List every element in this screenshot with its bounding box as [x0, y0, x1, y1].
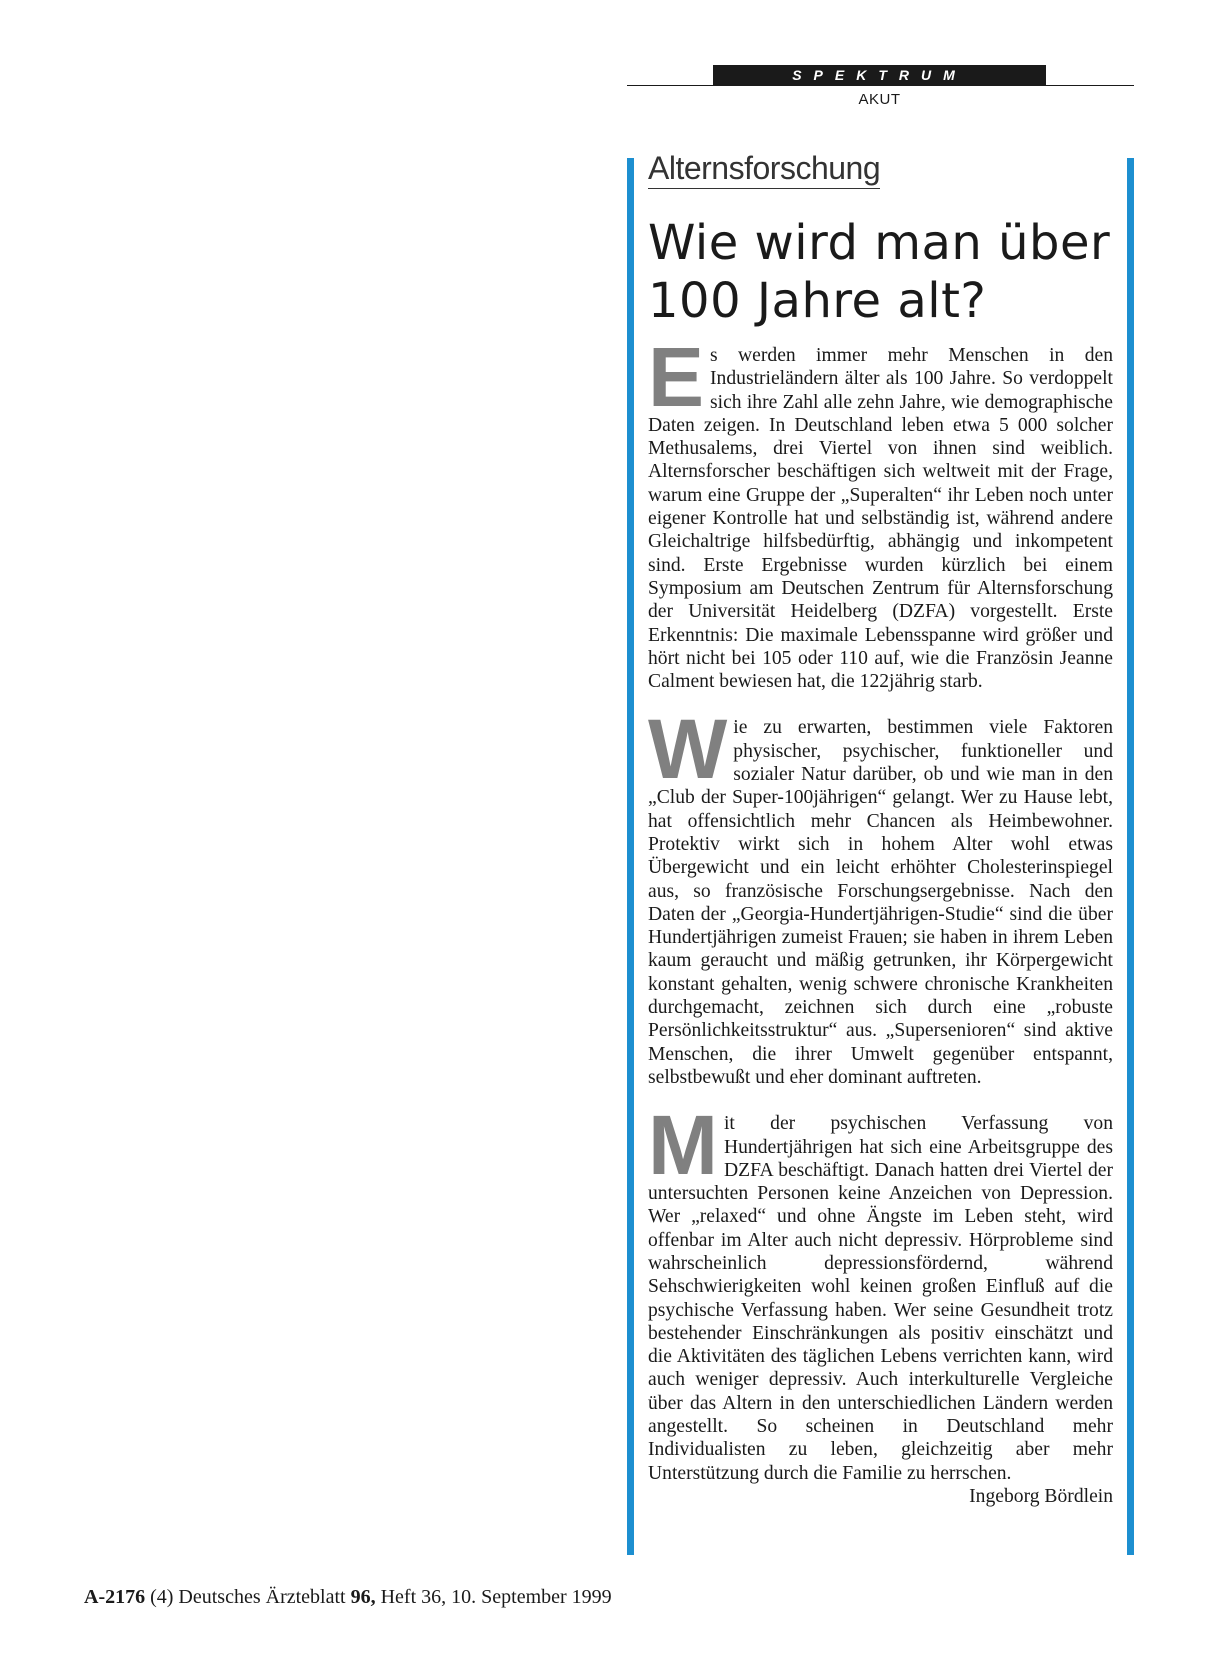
left-accent-bar [627, 158, 634, 1555]
article-headline: Wie wird man über 100 Jahre alt? [648, 215, 1111, 329]
issue-date: Heft 36, 10. September 1999 [380, 1586, 612, 1608]
section-header: SPEKTRUM [713, 65, 1046, 85]
paragraph-text: ie zu erwarten, bestimmen viele Faktoren physischer, psychischer, funktioneller und sozialer Natur darüber, ob und wie man in den „Club der Super-100jährigen“ gelangt. Wer zu Hause lebt, hat offensichtlich mehr Chancen als Heimbewohner. Protektiv wirkt sich in hohem Alter wohl etwas Übergewicht und ein leicht erhöhter Cholesterinspiegel aus, so französische Forschungsergebnisse. Nach den Daten der „Georgia-Hundertjährigen-Studie“ sind die über Hundertjährigen zumeist Frauen; sie haben in ihrem Leben kaum geraucht und mäßig getrunken, ihr Körpergewicht konstant gehalten, wenig schwere chronische Krankheiten durchgemacht, zeichnen sich durch eine „robuste Persönlichkeitsstruktur“ aus. „Supersenioren“ sind aktive Menschen, die ihrer Umwelt gegenüber entspannt, selbstbewußt und eher dominant auftreten. [648, 717, 1113, 1088]
right-accent-bar [1127, 158, 1134, 1555]
author-byline: Ingeborg Bördlein [969, 1485, 1113, 1507]
paragraph-2 [648, 702, 1113, 1089]
page-number: A-2176 [84, 1586, 146, 1608]
drop-cap: W [648, 702, 728, 797]
drop-cap: E [648, 330, 705, 424]
drop-cap: M [648, 1098, 718, 1193]
subsection-label: AKUT [858, 91, 901, 108]
paragraph-text: s werden immer mehr Menschen in den Industrieländern älter als 100 Jahre. So verdoppelt sich ihre Zahl alle zehn Jahre, wie demographische Daten zeigen. In Deutschland leben etwa 5 000 solcher Methusalems, drei Viertel von ihnen sind weiblich. Alternsforscher beschäftigen sich weltweit mit der Frage, warum eine Gruppe der „Superalten“ ihr Leben noch unter eigener Kontrolle hat und selbständig ist, während andere Gleichaltrige hilfsbedürftig, abhängig und inkompetent sind. Erste Ergebnisse wurden kürzlich bei einem Symposium am Deutschen Zentrum für Alternsforschung der Universität Heidelberg (DZFA) vorgestellt. Erste Erkenntnis: Die maximale Lebensspanne wird größer und hört nicht bei 105 oder 110 auf, wie die Französin Jeanne Calment bewiesen hat, die 122jährig starb. [648, 345, 1113, 693]
volume-number: 96, [350, 1586, 376, 1608]
page-footer [84, 1586, 612, 1609]
journal-name: (4) Deutsches Ärzteblatt [150, 1586, 346, 1608]
paragraph-3 [648, 1098, 1113, 1507]
paragraph-text: it der psychischen Verfassung von Hundertjährigen hat sich eine Arbeitsgruppe des DZFA beschäftigt. Danach hatten drei Viertel der untersuchten Personen keine Anzeichen von Depression. Wer „relaxed“ und ohne Ängste im Leben steht, wird offenbar im Alter auch nicht depressiv. Hörprobleme sind wahrscheinlich depressionsfördernd, während Sehschwierigkeiten wohl keinen großen Einfluß auf die psychische Verfassung haben. Wer seine Gesundheit trotz bestehender Einschränkungen als positiv einschätzt und die Aktivitäten des täglichen Lebens verrichten kann, wird auch weniger depressiv. Auch interkulturelle Vergleiche über das Altern in den unterschiedlichen Ländern werden angestellt. So scheinen in Deutschland mehr Individualisten zu leben, gleichzeitig aber mehr Unterstützung durch die Familie zu herrschen. [648, 1113, 1113, 1484]
article-kicker: Alternsforschung [648, 150, 880, 189]
header-rule [627, 85, 1134, 86]
paragraph-1 [648, 330, 1113, 693]
article-body [648, 330, 1113, 1508]
